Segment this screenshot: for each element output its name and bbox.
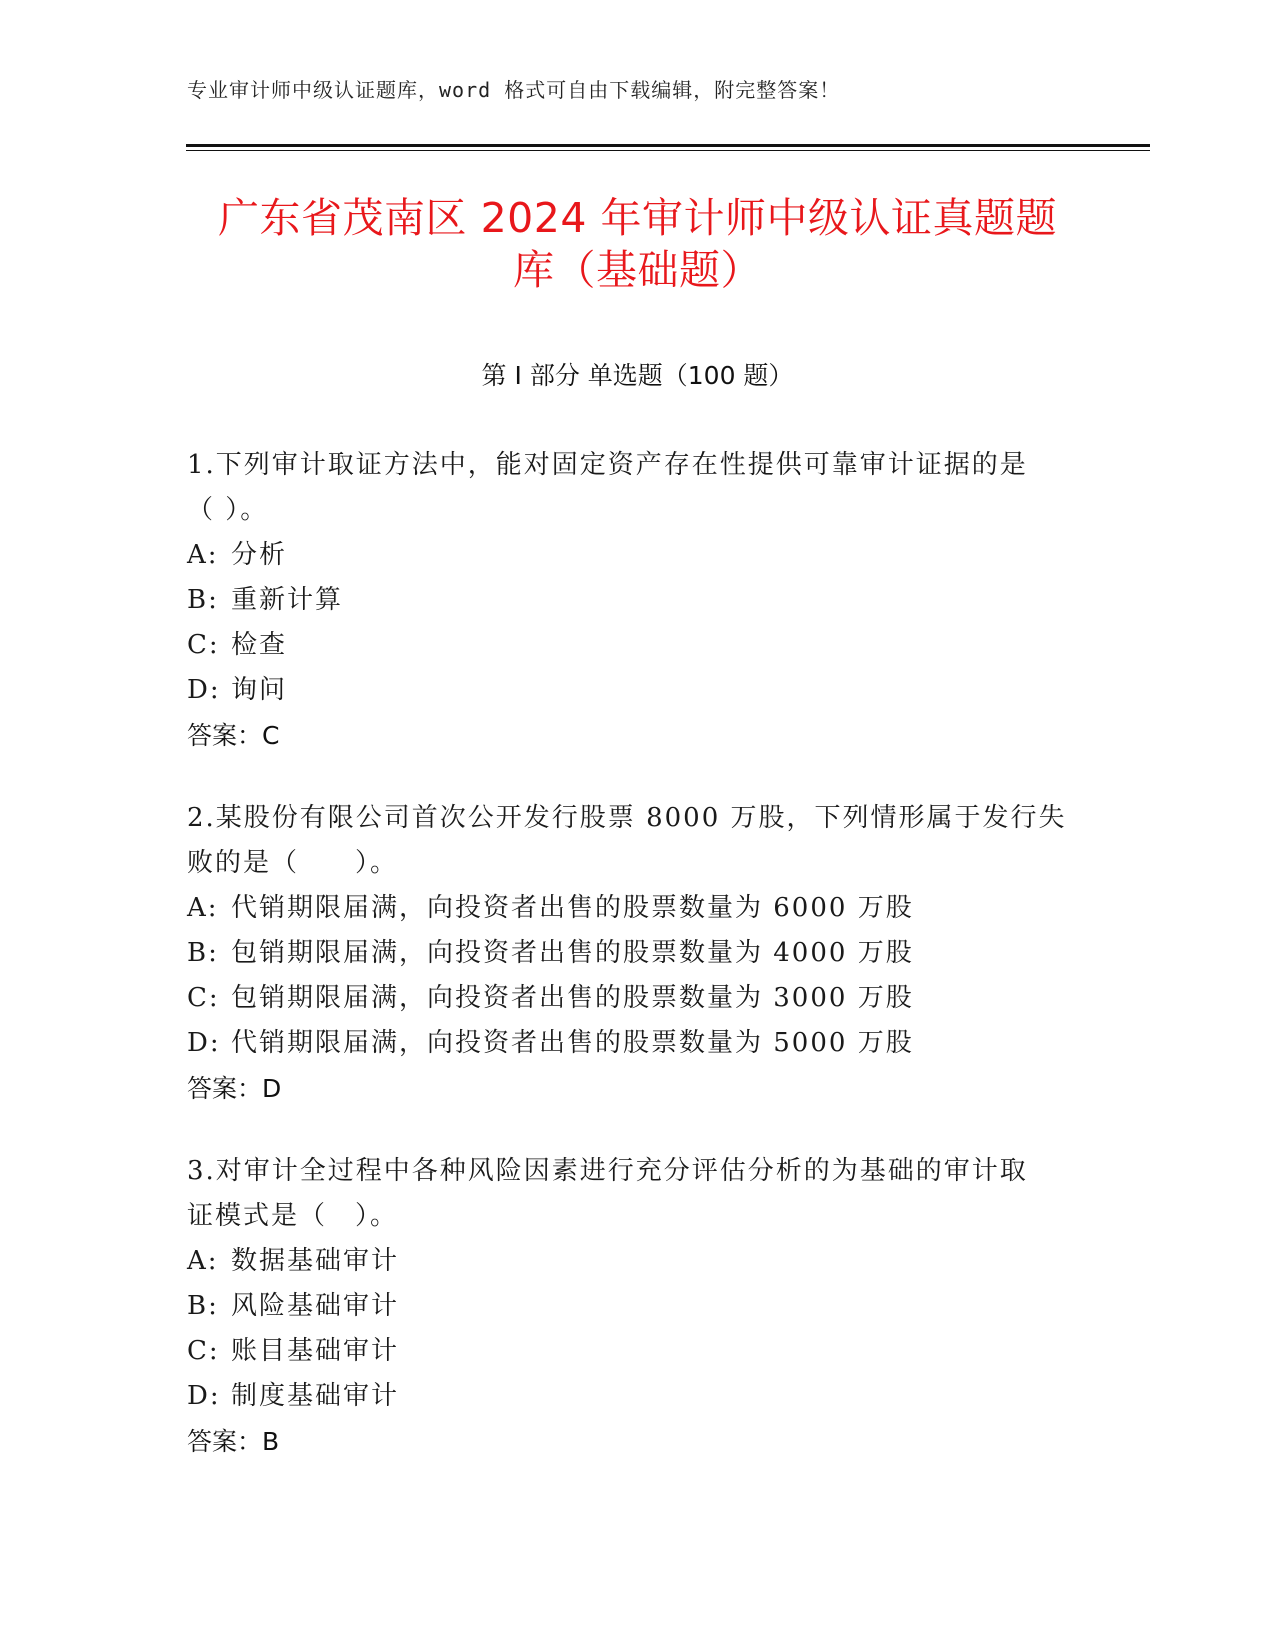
section-title: 第 I 部分 单选题（100 题） <box>481 361 794 390</box>
option-text: 账目基础审计 <box>231 1336 400 1366</box>
header-rule-thick <box>186 144 1150 147</box>
option-key: B: <box>187 585 219 615</box>
question-stem-line-2: 证模式是（ ）。 <box>187 1201 399 1231</box>
option-text: 重新计算 <box>231 585 344 615</box>
option-d <box>187 668 1067 713</box>
question-stem-line-2: （ ）。 <box>187 495 269 525</box>
option-text: 包销期限届满，向投资者出售的股票数量为 4000 万股 <box>231 938 914 968</box>
option-text: 询问 <box>231 675 288 705</box>
answer: 答案：C <box>187 721 280 750</box>
header-note: 专业审计师中级认证题库，word 格式可自由下载编辑，附完整答案！ <box>187 78 841 102</box>
option-text: 风险基础审计 <box>231 1291 400 1321</box>
question-list <box>187 443 1067 1502</box>
option-key: C: <box>187 1336 220 1366</box>
option-text: 包销期限届满，向投资者出售的股票数量为 3000 万股 <box>231 983 914 1013</box>
document-title-line-2: 库（基础题） <box>513 246 762 294</box>
question-stem <box>187 443 1067 533</box>
option-key: D: <box>187 1381 221 1411</box>
option-d <box>187 1374 1067 1419</box>
question-2 <box>187 796 1067 1111</box>
header-rule-thin <box>186 150 1150 151</box>
option-b <box>187 931 1067 976</box>
question-stem-line-1: 3.对审计全过程中各种风险因素进行充分评估分析的为基础的审计取 <box>187 1156 1028 1186</box>
question-stem-line-1: 2.某股份有限公司首次公开发行股票 8000 万股，下列情形属于发行失 <box>187 803 1067 833</box>
option-text: 数据基础审计 <box>231 1246 400 1276</box>
option-key: C: <box>187 983 220 1013</box>
option-a <box>187 1239 1067 1284</box>
option-b <box>187 1284 1067 1329</box>
option-key: A: <box>187 1246 219 1276</box>
option-c <box>187 976 1067 1021</box>
option-text: 制度基础审计 <box>231 1381 400 1411</box>
option-a <box>187 533 1067 578</box>
question-stem-line-1: 1.下列审计取证方法中，能对固定资产存在性提供可靠审计证据的是 <box>187 450 1028 480</box>
option-key: D: <box>187 675 221 705</box>
option-a <box>187 886 1067 931</box>
option-d <box>187 1021 1067 1066</box>
question-stem <box>187 796 1067 886</box>
option-key: C: <box>187 630 220 660</box>
option-key: D: <box>187 1028 221 1058</box>
option-key: A: <box>187 540 219 570</box>
option-key: A: <box>187 893 219 923</box>
option-c <box>187 1329 1067 1374</box>
answer: 答案：B <box>187 1427 280 1456</box>
option-key: B: <box>187 1291 219 1321</box>
option-key: B: <box>187 938 219 968</box>
option-text: 分析 <box>231 540 288 570</box>
question-stem <box>187 1149 1067 1239</box>
question-3 <box>187 1149 1067 1464</box>
question-1 <box>187 443 1067 758</box>
answer: 答案：D <box>187 1074 282 1103</box>
option-b <box>187 578 1067 623</box>
option-text: 代销期限届满，向投资者出售的股票数量为 6000 万股 <box>231 893 914 923</box>
option-c <box>187 623 1067 668</box>
question-stem-line-2: 败的是（ ）。 <box>187 848 399 878</box>
option-text: 检查 <box>231 630 288 660</box>
document-title-line-1: 广东省茂南区 2024 年审计师中级认证真题题 <box>218 194 1057 242</box>
document-title <box>180 192 1095 296</box>
option-text: 代销期限届满，向投资者出售的股票数量为 5000 万股 <box>231 1028 914 1058</box>
